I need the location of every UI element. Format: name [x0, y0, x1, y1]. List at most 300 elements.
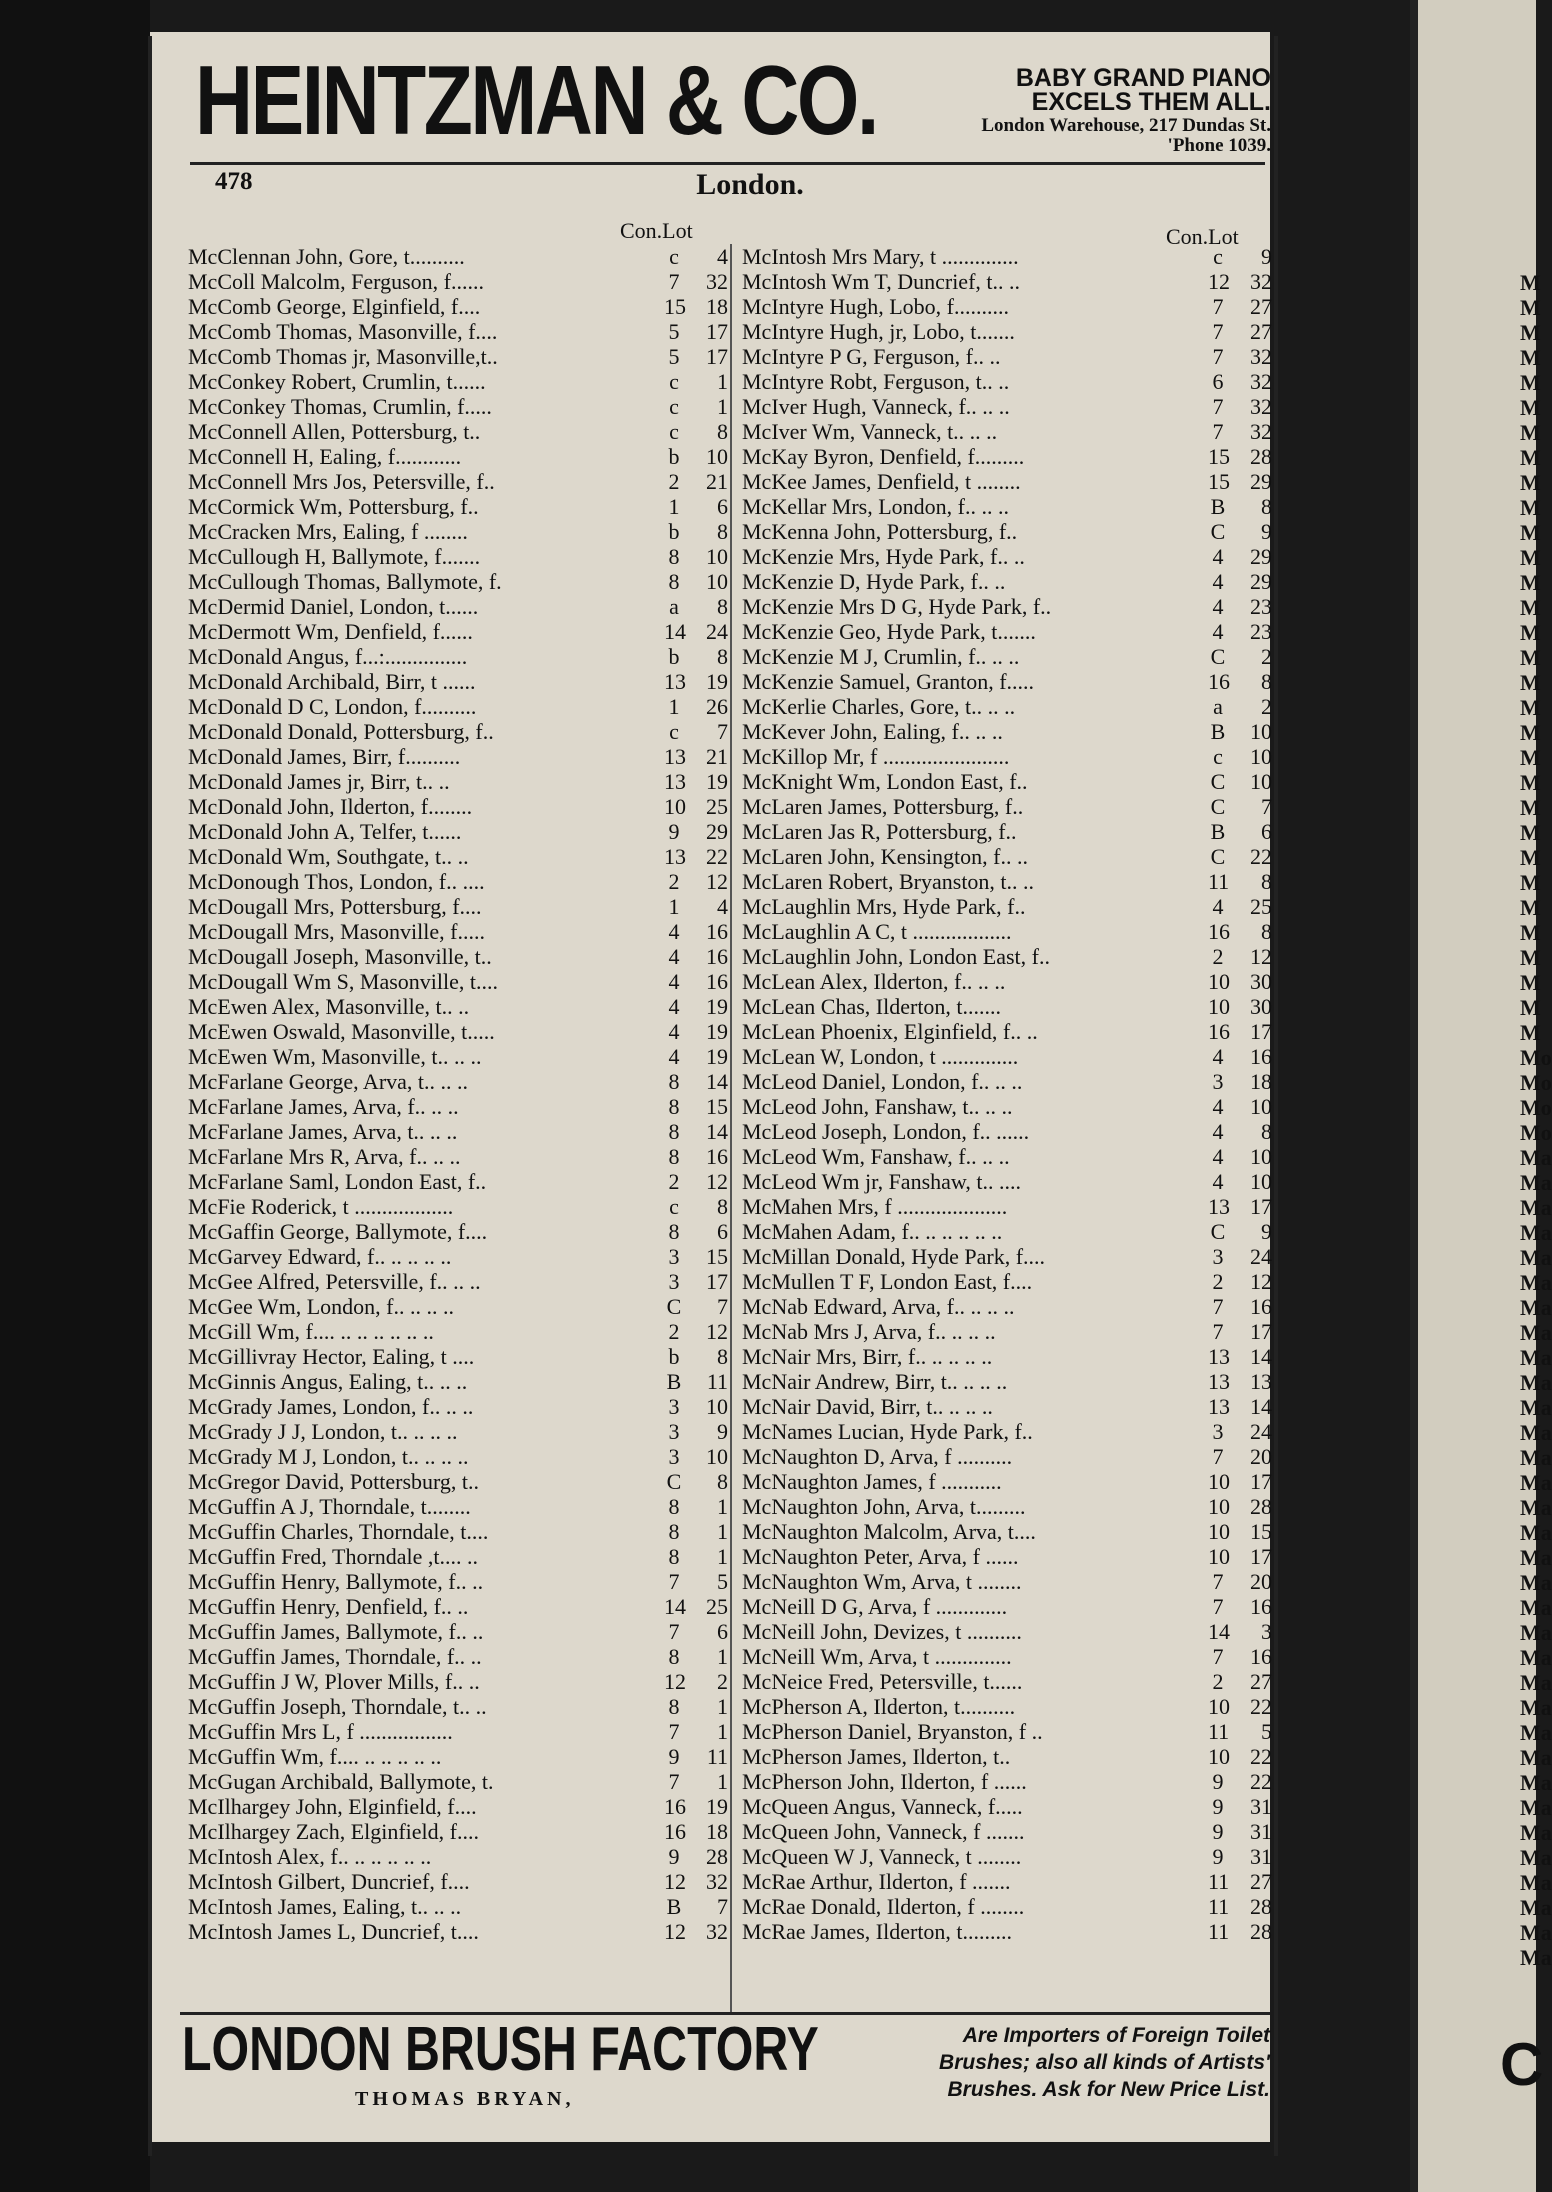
footer-ad-line2: Brushes; also all kinds of Artists' — [939, 2051, 1270, 2074]
entry-lot: 16 — [706, 919, 728, 944]
entry-lot: 32 — [1250, 369, 1272, 394]
entry-name: McLaren Robert, Bryanston, t.. .. — [742, 869, 1035, 894]
adjacent-letter: Ma — [1520, 1520, 1552, 1545]
directory-entry — [742, 1844, 1272, 1869]
entry-con: 13 — [664, 769, 686, 794]
directory-entry — [742, 1219, 1272, 1244]
header-ad-line1: BABY GRAND PIANO — [1015, 64, 1271, 92]
entry-lot: 29 — [1250, 469, 1272, 494]
entry-lot: 19 — [706, 669, 728, 694]
entry-lot: 10 — [1250, 744, 1272, 769]
directory-entry — [188, 1169, 728, 1194]
entry-name: McNair Andrew, Birr, t.. .. .. .. — [742, 1369, 1008, 1394]
entry-lot: 27 — [1250, 1869, 1272, 1894]
entry-con: 7 — [1212, 1569, 1224, 1594]
entry-name: McLeod John, Fanshaw, t.. .. .. — [742, 1094, 1013, 1119]
directory-entry — [188, 919, 728, 944]
directory-entry — [742, 1544, 1272, 1569]
adjacent-letter: Ma — [1520, 1820, 1552, 1845]
directory-entry — [188, 1244, 728, 1269]
entry-lot: 8 — [717, 1194, 728, 1219]
entry-lot: 17 — [1250, 1544, 1272, 1569]
adjacent-letter: Ma — [1520, 1220, 1552, 1245]
directory-entry — [188, 1869, 728, 1894]
entry-name: McRae Donald, Ilderton, f ........ — [742, 1894, 1025, 1919]
entry-con: 10 — [664, 794, 686, 819]
directory-entry — [742, 1819, 1272, 1844]
entry-name: McIntyre Hugh, Lobo, f.......... — [742, 294, 1010, 319]
entry-con: 8 — [668, 1094, 680, 1119]
entry-name: McDonald Archibald, Birr, t ...... — [188, 669, 476, 694]
entry-name: McDonald John A, Telfer, t...... — [188, 819, 462, 844]
entry-name: McRae Arthur, Ilderton, f ....... — [742, 1869, 1011, 1894]
adjacent-letter: Mo — [1520, 1095, 1552, 1120]
entry-con: 4 — [1212, 569, 1224, 594]
entry-con: 7 — [668, 1619, 680, 1644]
directory-entry — [188, 569, 728, 594]
entry-name: McCormick Wm, Pottersburg, f.. — [188, 494, 479, 519]
entry-name: McIlhargey John, Elginfield, f.... — [188, 1794, 477, 1819]
entry-name: McKenzie Samuel, Granton, f..... — [742, 669, 1035, 694]
entry-lot: 26 — [706, 694, 728, 719]
entry-con: 8 — [668, 1694, 680, 1719]
adjacent-letter: M — [1520, 345, 1541, 370]
entry-lot: 27 — [1250, 319, 1272, 344]
entry-lot: 4 — [717, 894, 728, 919]
footer-ad — [825, 2022, 1270, 2103]
directory-entry — [742, 694, 1272, 719]
entry-con: 2 — [668, 1319, 680, 1344]
header-rule — [190, 162, 1265, 165]
entry-name: McConnell H, Ealing, f............ — [188, 444, 462, 469]
adjacent-letter: Ma — [1520, 1595, 1552, 1620]
directory-entry — [742, 744, 1272, 769]
directory-entry — [742, 1319, 1272, 1344]
entry-con: 9 — [1212, 1844, 1224, 1869]
entry-lot: 8 — [1261, 669, 1272, 694]
entry-con: 8 — [668, 1544, 680, 1569]
adjacent-letter: M — [1520, 970, 1541, 995]
adjacent-letter: M — [1520, 720, 1541, 745]
directory-entry — [742, 844, 1272, 869]
entry-con: a — [669, 594, 679, 619]
entry-lot: 28 — [1250, 1919, 1272, 1944]
entry-lot: 27 — [1250, 1669, 1272, 1694]
directory-entry — [742, 969, 1272, 994]
directory-entry — [188, 744, 728, 769]
entry-lot: 30 — [1250, 969, 1272, 994]
directory-entry — [188, 269, 728, 294]
adjacent-letter: M — [1520, 995, 1541, 1020]
entry-name: McLaren John, Kensington, f.. .. — [742, 844, 1028, 869]
entry-con: 3 — [668, 1444, 680, 1469]
entry-lot: 14 — [1250, 1344, 1272, 1369]
entry-lot: 16 — [706, 1144, 728, 1169]
entry-con: 12 — [664, 1919, 686, 1944]
entry-con: 8 — [668, 1644, 680, 1669]
entry-name: McGrady M J, London, t.. .. .. .. — [188, 1444, 469, 1469]
directory-entry — [742, 1269, 1272, 1294]
entry-lot: 8 — [1261, 919, 1272, 944]
entry-lot: 25 — [1250, 894, 1272, 919]
adjacent-letter: M — [1520, 420, 1541, 445]
directory-entry — [188, 969, 728, 994]
entry-lot: 10 — [1250, 1094, 1272, 1119]
entry-lot: 5 — [717, 1569, 728, 1594]
entry-con: 9 — [1212, 1794, 1224, 1819]
directory-entry — [188, 444, 728, 469]
entry-name: McGuffin Fred, Thorndale ,t.... .. — [188, 1544, 479, 1569]
adjacent-letter: Ma — [1520, 1920, 1552, 1945]
entry-lot: 19 — [706, 1794, 728, 1819]
adjacent-letter: Mo — [1520, 1120, 1552, 1145]
directory-entry — [742, 594, 1272, 619]
entry-lot: 21 — [706, 469, 728, 494]
entry-lot: 1 — [717, 1644, 728, 1669]
directory-entry — [742, 469, 1272, 494]
directory-entry — [742, 344, 1272, 369]
entry-lot: 8 — [1261, 1119, 1272, 1144]
entry-name: McKenzie Geo, Hyde Park, t....... — [742, 619, 1036, 644]
directory-entry — [188, 644, 728, 669]
directory-entry — [742, 1644, 1272, 1669]
adjacent-letter: M — [1520, 520, 1541, 545]
directory-entry — [188, 1019, 728, 1044]
adjacent-letter: M — [1520, 320, 1541, 345]
directory-entry — [742, 819, 1272, 844]
entry-con: 7 — [668, 1719, 680, 1744]
entry-lot: 7 — [717, 719, 728, 744]
entry-con: 7 — [668, 1569, 680, 1594]
entry-lot: 10 — [706, 569, 728, 594]
entry-lot: 12 — [1250, 1269, 1272, 1294]
entry-lot: 8 — [717, 1344, 728, 1369]
directory-entry — [188, 469, 728, 494]
directory-entry — [188, 1419, 728, 1444]
directory-entry — [188, 294, 728, 319]
adjacent-letter: Ma — [1520, 1470, 1552, 1495]
entry-name: McDermid Daniel, London, t...... — [188, 594, 479, 619]
entry-name: McNab Mrs J, Arva, f.. .. .. .. — [742, 1319, 996, 1344]
entry-lot: 6 — [717, 494, 728, 519]
directory-entry — [188, 794, 728, 819]
entry-lot: 4 — [717, 244, 728, 269]
adjacent-letter: Mo — [1520, 1070, 1552, 1095]
entry-con: 8 — [668, 569, 680, 594]
entry-con: 3 — [1212, 1419, 1224, 1444]
entry-con: 10 — [1208, 994, 1230, 1019]
entry-con: 5 — [668, 319, 680, 344]
entry-con: 4 — [1212, 544, 1224, 569]
entry-lot: 8 — [717, 419, 728, 444]
directory-entry — [188, 1594, 728, 1619]
entry-name: McIntosh James L, Duncrief, t.... — [188, 1919, 479, 1944]
entry-lot: 31 — [1250, 1844, 1272, 1869]
entry-name: McGaffin George, Ballymote, f.... — [188, 1219, 488, 1244]
entry-lot: 10 — [706, 444, 728, 469]
directory-entry — [188, 544, 728, 569]
directory-entry — [742, 569, 1272, 594]
entry-con: 7 — [1212, 294, 1224, 319]
adjacent-letter: M — [1520, 595, 1541, 620]
entry-name: McDougall Mrs, Pottersburg, f.... — [188, 894, 482, 919]
entry-lot: 12 — [706, 1169, 728, 1194]
directory-entry — [742, 1094, 1272, 1119]
page-number: 478 — [215, 168, 253, 195]
entry-lot: 2 — [1261, 694, 1272, 719]
entry-lot: 32 — [706, 1919, 728, 1944]
entry-lot: 22 — [706, 844, 728, 869]
entry-lot: 3 — [1261, 1619, 1272, 1644]
entry-name: McPherson John, Ilderton, f ...... — [742, 1769, 1027, 1794]
entry-lot: 16 — [1250, 1644, 1272, 1669]
entry-lot: 12 — [706, 1319, 728, 1344]
entry-name: McKenzie Mrs D G, Hyde Park, f.. — [742, 594, 1052, 619]
directory-entry — [188, 1619, 728, 1644]
entry-con: 12 — [664, 1669, 686, 1694]
entry-lot: 29 — [706, 819, 728, 844]
footer-brand: LONDON BRUSH FACTORY — [182, 2015, 819, 2084]
entry-name: McQueen Angus, Vanneck, f..... — [742, 1794, 1023, 1819]
directory-entry — [742, 1719, 1272, 1744]
entry-con: 4 — [1212, 1094, 1224, 1119]
page-border-left — [148, 36, 152, 2156]
entry-con: 7 — [1212, 1319, 1224, 1344]
entry-name: McMullen T F, London East, f.... — [742, 1269, 1033, 1294]
adjacent-letter: Ma — [1520, 1270, 1552, 1295]
entry-lot: 32 — [1250, 269, 1272, 294]
entry-con: 16 — [664, 1794, 686, 1819]
entry-con: 14 — [1208, 1619, 1230, 1644]
directory-entry — [188, 1269, 728, 1294]
entry-lot: 15 — [1250, 1519, 1272, 1544]
entry-name: McNames Lucian, Hyde Park, f.. — [742, 1419, 1033, 1444]
entry-lot: 18 — [706, 1819, 728, 1844]
entry-lot: 1 — [717, 1519, 728, 1544]
entry-lot: 14 — [706, 1119, 728, 1144]
entry-lot: 2 — [1261, 644, 1272, 669]
adjacent-letter: Ma — [1520, 1720, 1552, 1745]
adjacent-letter: M — [1520, 445, 1541, 470]
entry-name: McLean Chas, Ilderton, t....... — [742, 994, 1002, 1019]
adjacent-letter: M — [1520, 395, 1541, 420]
adjacent-letter: M — [1520, 370, 1541, 395]
directory-entry — [188, 694, 728, 719]
entry-con: 10 — [1208, 1744, 1230, 1769]
entry-name: McComb George, Elginfield, f.... — [188, 294, 481, 319]
entry-con: b — [668, 444, 680, 469]
entry-lot: 23 — [1250, 594, 1272, 619]
adjacent-letter: Ma — [1520, 1245, 1552, 1270]
entry-lot: 8 — [717, 594, 728, 619]
entry-con: b — [668, 519, 680, 544]
entry-name: McIntosh Gilbert, Duncrief, f.... — [188, 1869, 470, 1894]
entry-name: McGuffin Henry, Denfield, f.. .. — [188, 1594, 469, 1619]
entry-name: McNeill John, Devizes, t .......... — [742, 1619, 1022, 1644]
entry-lot: 23 — [1250, 619, 1272, 644]
entry-name: McConkey Thomas, Crumlin, f..... — [188, 394, 492, 419]
entry-name: McKnight Wm, London East, f.. — [742, 769, 1028, 794]
entry-con: 2 — [1212, 944, 1224, 969]
directory-entry — [188, 1644, 728, 1669]
entry-con: B — [1210, 719, 1226, 744]
directory-entry — [742, 1919, 1272, 1944]
entry-name: McLeod Wm, Fanshaw, f.. .. .. — [742, 1144, 1010, 1169]
entry-con: 4 — [668, 919, 680, 944]
entry-con: 1 — [668, 694, 680, 719]
entry-name: McRae James, Ilderton, t......... — [742, 1919, 1013, 1944]
entry-lot: 12 — [1250, 944, 1272, 969]
adjacent-letter: Ma — [1520, 1770, 1552, 1795]
right-column-header: Con.Lot — [1166, 224, 1239, 249]
entry-con: 2 — [668, 469, 680, 494]
entry-lot: 1 — [717, 394, 728, 419]
entry-lot: 24 — [706, 619, 728, 644]
directory-entry — [188, 1744, 728, 1769]
directory-entry — [188, 344, 728, 369]
entry-lot: 15 — [706, 1094, 728, 1119]
entry-name: McPherson Daniel, Bryanston, f .. — [742, 1719, 1043, 1744]
entry-lot: 17 — [1250, 1469, 1272, 1494]
directory-entry — [188, 1144, 728, 1169]
entry-name: McGregor David, Pottersburg, t.. — [188, 1469, 480, 1494]
entry-name: McGee Alfred, Petersville, f.. .. .. — [188, 1269, 481, 1294]
entry-con: c — [669, 244, 679, 269]
entry-lot: 13 — [1250, 1369, 1272, 1394]
entry-name: McNeill Wm, Arva, t .............. — [742, 1644, 1012, 1669]
entry-lot: 29 — [1250, 544, 1272, 569]
entry-con: 4 — [1212, 1144, 1224, 1169]
directory-entry — [742, 369, 1272, 394]
entry-lot: 18 — [706, 294, 728, 319]
adjacent-page-footer-letter: C — [1500, 2031, 1544, 2098]
directory-entry — [742, 544, 1272, 569]
adjacent-letter: Ma — [1520, 1845, 1552, 1870]
entry-name: McNaughton Peter, Arva, f ...... — [742, 1544, 1019, 1569]
directory-entry — [188, 1069, 728, 1094]
directory-entry — [188, 769, 728, 794]
adjacent-letter: M — [1520, 470, 1541, 495]
adjacent-letter: Ma — [1520, 1945, 1552, 1970]
entry-name: McFie Roderick, t .................. — [188, 1194, 454, 1219]
entry-con: 8 — [668, 1144, 680, 1169]
directory-entry — [188, 1194, 728, 1219]
entry-lot: 7 — [1261, 794, 1272, 819]
entry-name: McKenzie Mrs, Hyde Park, f.. .. — [742, 544, 1025, 569]
footer-ad-line1: Are Importers of Foreign Toilet — [962, 2024, 1270, 2047]
entry-con: a — [1213, 694, 1223, 719]
entry-lot: 28 — [1250, 444, 1272, 469]
entry-con: 5 — [668, 344, 680, 369]
entry-name: McIntosh Alex, f.. .. .. .. .. .. — [188, 1844, 432, 1869]
entry-con: 7 — [1212, 1644, 1224, 1669]
entry-con: 8 — [668, 1219, 680, 1244]
directory-entry — [188, 1544, 728, 1569]
entry-name: McLeod Wm jr, Fanshaw, t.. .... — [742, 1169, 1021, 1194]
entry-con: 4 — [668, 1044, 680, 1069]
directory-entry — [742, 719, 1272, 744]
entry-con: 11 — [1208, 1919, 1230, 1944]
adjacent-letter: Ma — [1520, 1345, 1552, 1370]
directory-entry — [742, 1044, 1272, 1069]
entry-name: McComb Thomas, Masonville, f.... — [188, 319, 498, 344]
entry-con: 16 — [1208, 1019, 1230, 1044]
entry-con: 16 — [664, 1819, 686, 1844]
entry-con: 9 — [668, 1844, 680, 1869]
directory-entry — [742, 769, 1272, 794]
adjacent-page-letters — [1520, 270, 1552, 1970]
adjacent-letter: M — [1520, 695, 1541, 720]
directory-entry — [742, 1244, 1272, 1269]
directory-entry — [188, 1719, 728, 1744]
directory-entry — [742, 1794, 1272, 1819]
entry-name: McIntosh Mrs Mary, t .............. — [742, 244, 1019, 269]
entry-con: 9 — [668, 819, 680, 844]
entry-con: c — [1213, 244, 1223, 269]
entry-name: McDonald Wm, Southgate, t.. .. — [188, 844, 469, 869]
entry-con: 10 — [1208, 969, 1230, 994]
adjacent-letter: M — [1520, 270, 1541, 295]
entry-name: McKellar Mrs, London, f.. .. .. — [742, 494, 1010, 519]
adjacent-letter: Ma — [1520, 1545, 1552, 1570]
directory-entry — [742, 1519, 1272, 1544]
adjacent-letter: M — [1520, 570, 1541, 595]
directory-entry — [742, 894, 1272, 919]
entry-con: 15 — [1208, 444, 1230, 469]
entry-con: C — [1210, 844, 1226, 869]
directory-entry — [188, 1894, 728, 1919]
adjacent-letter: M — [1520, 670, 1541, 695]
directory-entry — [188, 1344, 728, 1369]
entry-name: McGillivray Hector, Ealing, t .... — [188, 1344, 475, 1369]
directory-entry — [188, 369, 728, 394]
entry-name: McDonald James jr, Birr, t.. .. — [188, 769, 450, 794]
directory-entry — [742, 1694, 1272, 1719]
entry-lot: 19 — [706, 769, 728, 794]
entry-con: 13 — [664, 844, 686, 869]
entry-con: 4 — [1212, 1119, 1224, 1144]
entry-name: McConkey Robert, Crumlin, t...... — [188, 369, 486, 394]
entry-con: C — [1210, 794, 1226, 819]
entry-name: McLean Phoenix, Elginfield, f.. .. — [742, 1019, 1038, 1044]
entry-con: 13 — [1208, 1194, 1230, 1219]
directory-entry — [188, 1794, 728, 1819]
directory-entry — [188, 1519, 728, 1544]
entry-name: McFarlane Saml, London East, f.. — [188, 1169, 487, 1194]
entry-con: 10 — [1208, 1469, 1230, 1494]
entry-name: McKenzie D, Hyde Park, f.. .. — [742, 569, 1006, 594]
entry-con: 4 — [668, 969, 680, 994]
directory-entry — [742, 419, 1272, 444]
entry-name: McEwen Wm, Masonville, t.. .. .. — [188, 1044, 482, 1069]
directory-entry — [742, 944, 1272, 969]
directory-entry — [742, 1669, 1272, 1694]
directory-entry — [742, 494, 1272, 519]
entry-name: McGuffin James, Ballymote, f.. .. — [188, 1619, 484, 1644]
adjacent-letter: Ma — [1520, 1295, 1552, 1320]
directory-entry — [188, 619, 728, 644]
directory-entry — [188, 1819, 728, 1844]
entry-name: McDonald James, Birr, f.......... — [188, 744, 461, 769]
entry-lot: 1 — [717, 1769, 728, 1794]
entry-lot: 10 — [1250, 719, 1272, 744]
entry-name: McIntosh Wm T, Duncrief, t.. .. — [742, 269, 1021, 294]
entry-lot: 10 — [706, 1444, 728, 1469]
entry-name: McIntyre Robt, Ferguson, t.. .. — [742, 369, 1010, 394]
directory-entry — [742, 644, 1272, 669]
entry-con: c — [669, 369, 679, 394]
entry-lot: 32 — [1250, 419, 1272, 444]
